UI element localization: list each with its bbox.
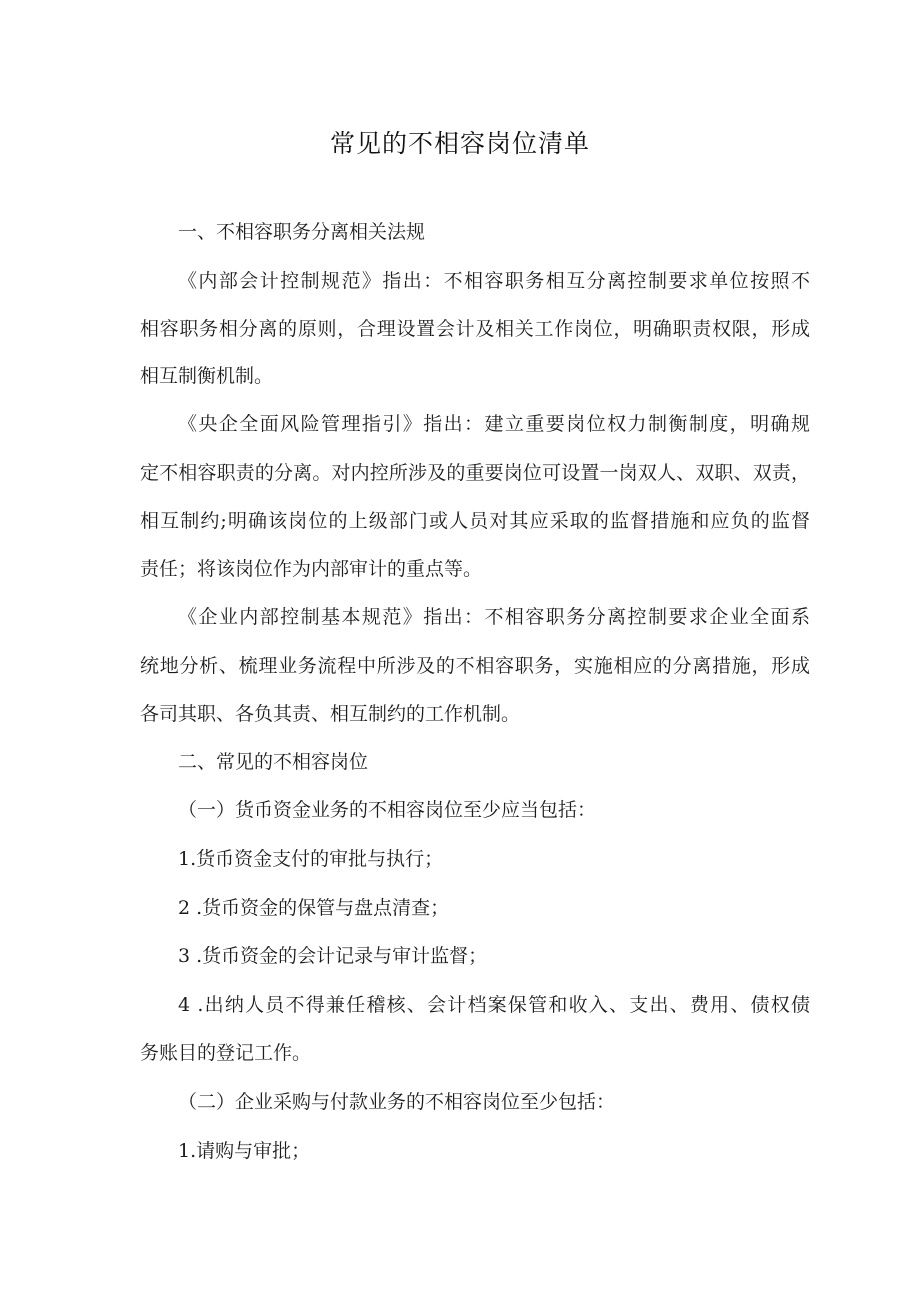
list-item: 1.货币资金支付的审批与执行； <box>178 848 444 870</box>
paragraph-2-line-4: 责任；将该岗位作为内部审计的重点等。 <box>140 558 483 580</box>
paragraph-3-line-2: 统地分析、梳理业务流程中所涉及的不相容职务，实施相应的分离措施，形成 <box>140 655 810 677</box>
paragraph-1-line-3: 相互制衡机制。 <box>140 365 274 387</box>
paragraph-2-line-1: 《央企全面风险管理指引》指出：建立重要岗位权力制衡制度，明确规 <box>178 413 810 435</box>
paragraph-2-line-3: 相互制约;明确该岗位的上级部门或人员对其应采取的监督措施和应负的监督 <box>140 510 810 532</box>
list-item-line-1: 4 .出纳人员不得兼任稽核、会计档案保管和收入、支出、费用、债权债 <box>178 994 810 1016</box>
paragraph-1-line-2: 相容职务相分离的原则，合理设置会计及相关工作岗位，明确职责权限，形成 <box>140 318 810 340</box>
paragraph-2-line-2: 定不相容职责的分离。对内控所涉及的重要岗位可设置一岗双人、双职、双责， <box>140 462 810 484</box>
list-item: 1.请购与审批； <box>178 1140 311 1162</box>
section-heading-2: 二、常见的不相容岗位 <box>178 751 369 773</box>
section-heading-1: 一、不相容职务分离相关法规 <box>178 221 426 243</box>
list-item: 2 .货币资金的保管与盘点清查； <box>178 897 450 919</box>
list-item: 3 .货币资金的会计记录与审计监督； <box>178 945 488 967</box>
paragraph-3-line-3: 各司其职、各负其责、相互制约的工作机制。 <box>140 703 521 725</box>
document-title: 常见的不相容岗位清单 <box>329 129 590 158</box>
subsection-heading-1: （一）货币资金业务的不相容岗位至少应当包括： <box>178 799 597 821</box>
list-item-line-2: 务账目的登记工作。 <box>140 1042 312 1064</box>
paragraph-1-line-1: 《内部会计控制规范》指出：不相容职务相互分离控制要求单位按照不 <box>178 270 810 292</box>
subsection-heading-2: （二）企业采购与付款业务的不相容岗位至少包括： <box>178 1091 616 1113</box>
paragraph-3-line-1: 《企业内部控制基本规范》指出：不相容职务分离控制要求企业全面系 <box>178 606 810 628</box>
